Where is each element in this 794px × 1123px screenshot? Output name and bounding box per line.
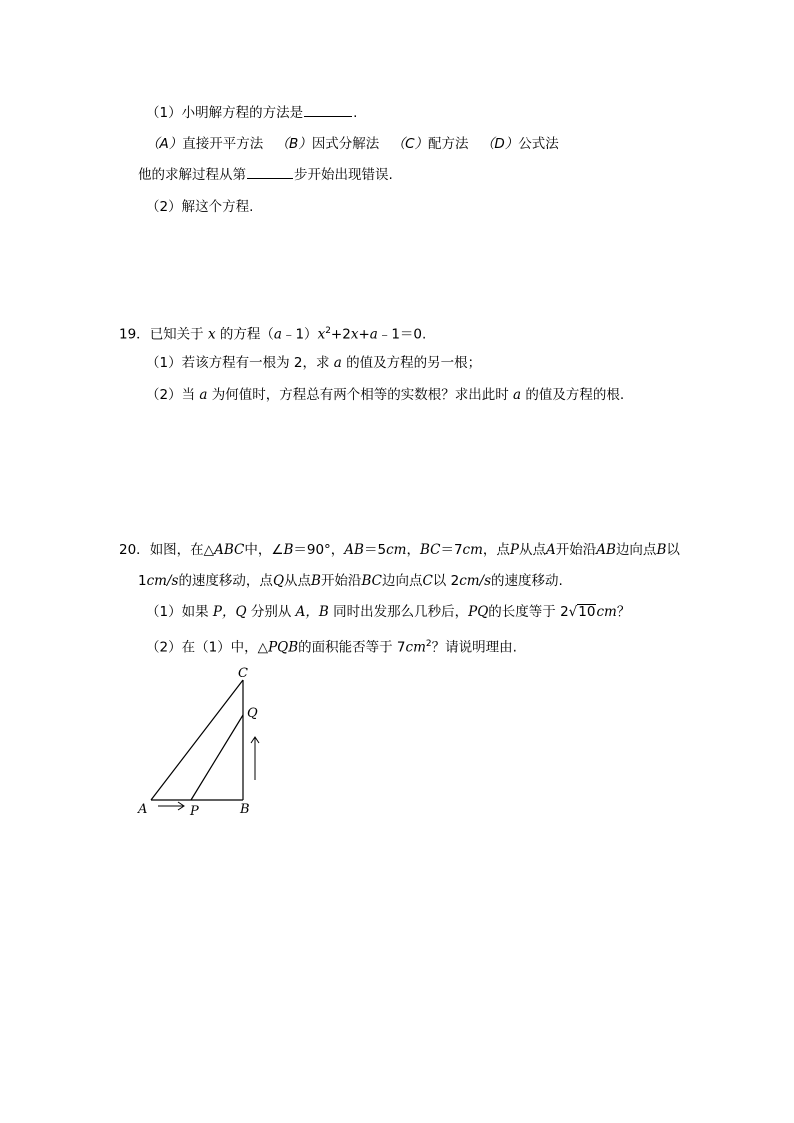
q19-part2-text: 为何值时，方程总有两个相等的实数根？求出此时 (211, 387, 509, 403)
q18-part1-suffix: . (353, 105, 358, 121)
stem-text: 1 (138, 573, 147, 589)
arrow-right-icon (158, 802, 184, 810)
stem-text: 如图，在△ (149, 542, 215, 558)
q19-stem-text: + (358, 326, 370, 343)
q20-part1-text: ？ (616, 604, 631, 620)
q19-var-a: a (513, 387, 522, 403)
q19-var-x: x (317, 326, 326, 343)
q19-stem-text: ﹣1） (281, 326, 318, 343)
q19-number: 19． (119, 326, 150, 343)
stem-text: 边向点 (615, 542, 657, 558)
label-q: Q (247, 706, 258, 721)
math-variable: B (311, 573, 321, 589)
q19-stem (119, 322, 426, 344)
q20-points: A，B (295, 604, 329, 620)
stem-text: ， (406, 542, 420, 558)
q20-number: 20． (119, 542, 150, 558)
q20-part2-text: （2）在（1）中，△ (146, 639, 269, 656)
q19-var-a: a (369, 326, 378, 343)
q20-segment-pq: PQ (468, 604, 489, 620)
math-variable: A (546, 542, 556, 558)
sqrt-expression (560, 604, 596, 620)
q19-var-x: x (207, 326, 216, 343)
stem-text: 开始沿 (555, 542, 597, 558)
math-variable: BC (419, 542, 441, 558)
math-variable: AB (344, 542, 364, 558)
stem-text: 以 (666, 542, 680, 558)
segment-ac (151, 680, 243, 800)
q18-error-prefix: 他的求解过程从第 (138, 167, 246, 183)
q18-part1 (146, 104, 357, 122)
math-variable: Q (272, 573, 285, 589)
label-p: P (190, 804, 199, 819)
segment-pq (191, 715, 243, 800)
q20-part2-text: ？请说明理由. (431, 639, 517, 656)
stem-text: 的速度移动，点 (178, 573, 273, 589)
option-a-label: （A） (146, 136, 183, 152)
q20-triangle-name: PQB (268, 639, 299, 656)
stem-text: ＝7 (440, 542, 463, 558)
q18-part2-text: （2）解这个方程. (146, 199, 254, 215)
q18-answer-blank-2[interactable] (247, 166, 293, 179)
label-c: C (238, 666, 248, 681)
stem-text: 的速度移动. (491, 573, 563, 589)
math-variable: ABC (214, 542, 245, 558)
stem-text: 开始沿 (320, 573, 362, 589)
q20-stem-text (150, 542, 680, 558)
q20-exponent: 2 (425, 639, 432, 649)
option-c-text: 配方法 (428, 136, 469, 152)
q20-part2-text: 的面积能否等于 7 (298, 639, 406, 656)
math-variable: P (509, 542, 520, 558)
q20-part1 (146, 603, 630, 621)
q19-stem-text: 已知关于 (149, 326, 204, 343)
q20-part1-text: 分别从 (250, 604, 292, 620)
q19-part1-text: 的值及方程的另一根； (346, 355, 482, 371)
q19-part2-text: 的值及方程的根. (525, 387, 625, 403)
stem-text: 以 2 (432, 573, 460, 589)
q18-options (146, 135, 559, 153)
option-d-label: （D） (480, 136, 519, 152)
q20-points: P，Q (212, 604, 247, 620)
q20-unit: cm (596, 604, 617, 620)
q19-var-a: a (273, 326, 282, 343)
label-b: B (240, 802, 250, 817)
math-variable: cm/s (146, 573, 179, 589)
q18-part2 (146, 198, 253, 216)
math-variable: B (283, 542, 294, 558)
q19-exponent: 2 (325, 326, 331, 336)
stem-text: 从点 (284, 573, 312, 589)
label-a: A (138, 802, 148, 817)
q19-stem-text: +2 (330, 326, 351, 343)
stem-text: 中，∠ (244, 542, 284, 558)
q18-part1-prefix: （1）小明解方程的方法是 (146, 105, 304, 121)
q19-stem-text: 的方程（ (219, 326, 274, 343)
q19-var-a: a (199, 387, 208, 403)
q20-stem-line-2 (138, 572, 563, 590)
q19-stem-text: ﹣1＝0. (377, 326, 427, 343)
q18-error-suffix: 步开始出现错误. (294, 167, 393, 183)
stem-text: 从点 (519, 542, 547, 558)
q19-part2-text: （2）当 (146, 387, 196, 403)
q19-part1 (146, 354, 481, 372)
q19-var-a: a (333, 355, 342, 371)
q18-answer-blank-1[interactable] (304, 104, 352, 117)
math-variable: cm/s (459, 573, 492, 589)
radical-icon: √ (568, 604, 578, 620)
q20-part2 (146, 635, 517, 657)
arrow-up-icon (251, 737, 259, 780)
q19-var-x: x (350, 326, 359, 343)
stem-text: ，点 (482, 542, 510, 558)
q20-part1-text: 同时出发那么几秒后， (333, 604, 469, 620)
math-variable: AB (596, 542, 616, 558)
q20-stem-line-1 (119, 541, 680, 559)
stem-text: ＝5 (363, 542, 387, 558)
stem-text: ＝90°， (293, 542, 345, 558)
q20-unit: cm (405, 639, 426, 656)
option-b-label: （B） (275, 136, 312, 152)
option-d-text: 公式法 (518, 136, 559, 152)
option-c-label: （C） (391, 136, 429, 152)
option-b-text: 因式分解法 (311, 136, 380, 152)
math-variable: BC (361, 573, 382, 589)
q19-part1-text: （1）若该方程有一根为 2，求 (146, 355, 330, 371)
stem-text: 边向点 (381, 573, 423, 589)
math-variable: cm (386, 542, 407, 558)
option-a-text: 直接开平方法 (182, 136, 264, 152)
q20-part1-text: 的长度等于 (488, 604, 556, 620)
q18-error-step (138, 166, 393, 184)
q19-part2 (146, 386, 624, 404)
q20-part1-text: （1）如果 (146, 604, 209, 620)
math-variable: C (422, 573, 433, 589)
math-variable: B (656, 542, 667, 558)
sqrt-coefficient: 2 (560, 604, 569, 620)
triangle-figure (130, 660, 270, 820)
math-variable: cm (462, 542, 483, 558)
sqrt-radicand: 10 (578, 604, 596, 620)
